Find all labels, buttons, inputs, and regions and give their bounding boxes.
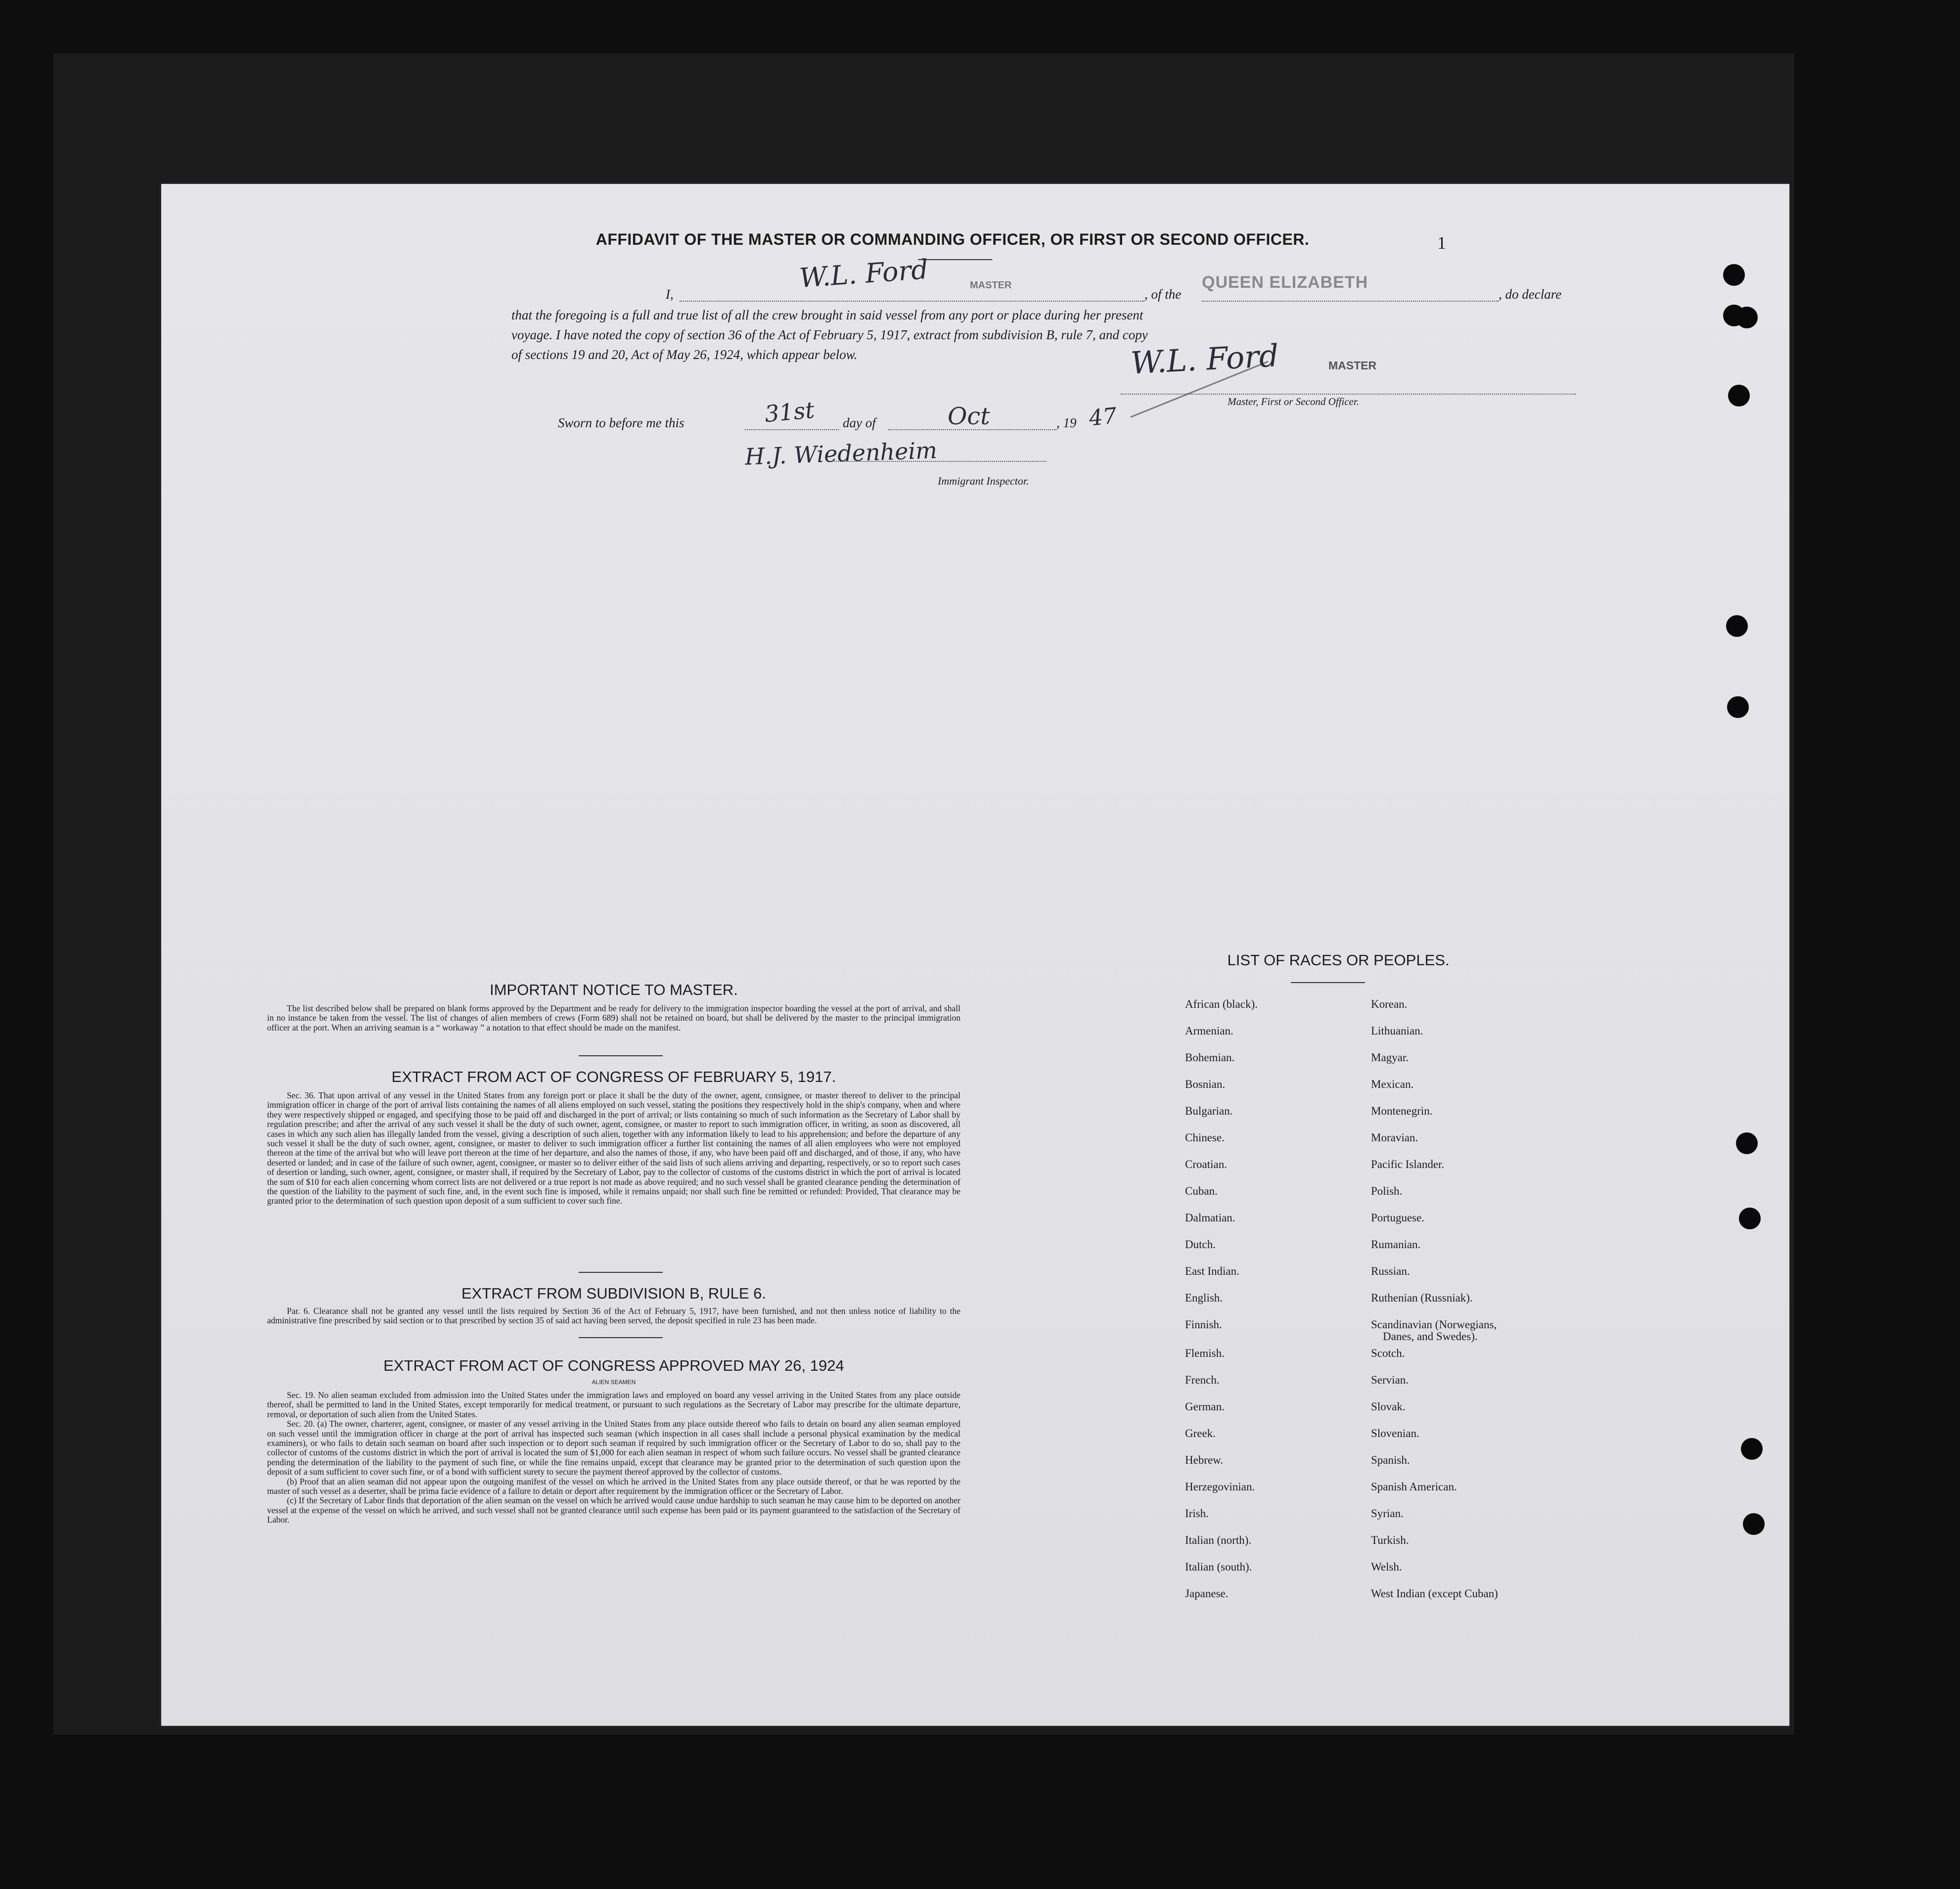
race-item: West Indian (except Cuban) — [1371, 1587, 1498, 1600]
sec-20c-text: (c) If the Secretary of Labor finds that deportation of the alien seaman on the vessel on which he arrived would cause undue hardship to such seaman he may cause him to be deported on another vessel at the expense of the vessel on which he arrived, and such vessel shall not be granted clearance until such expense has been paid or its payment guaranteed to the satisfaction of the Secretary of Labor. — [267, 1495, 960, 1525]
declarant-name-line — [680, 301, 1144, 302]
notice-title: IMPORTANT NOTICE TO MASTER. — [490, 981, 738, 998]
affidavit-title: AFFIDAVIT OF THE MASTER OR COMMANDING OFFICER, OR FIRST OR SECOND OFFICER. — [595, 230, 1310, 248]
master-stamp: MASTER — [970, 280, 1012, 291]
race-item: Montenegrin. — [1371, 1105, 1433, 1117]
race-item: Armenian. — [1185, 1025, 1233, 1037]
race-item: Korean. — [1371, 998, 1408, 1010]
race-item-continuation: Danes, and Swedes). — [1383, 1330, 1478, 1343]
page-mark: 1 — [1437, 233, 1446, 253]
inspector-signature: H.J. Wiedenheim — [744, 437, 938, 470]
sec-20a-text: Sec. 20. (a) The owner, charterer, agent, consignee, or master of any vessel arriving in the United States from any place outside thereof who fails to detain on board any alien seaman employed on such vessel until the immigration officer in charge at the port of arrival has inspected such seaman (which inspection in all cases shall include a personal physical examination by the medical examiners), or who fails to detain such seaman on board after such inspection or to deport such seaman if required by such immigration officer or the Secretary of Labor to do so, shall pay to the collector of customs of the customs district in which the port of arrival is located the sum of $1,000 for each alien seaman in respect of whom such failure occurs. No vessel shall be granted clearance pending the determination of the liability to the payment of such fine, or while the fine remains unpaid, except that clearance may be granted prior to the determination of such question upon the deposit of a sum sufficient to cover such fine, or of a bond with sufficient surety to secure the payment thereof approved by the collector of customs. — [267, 1419, 960, 1477]
extract-1924-title: EXTRACT FROM ACT OF CONGRESS APPROVED MAY 26, 1924 — [383, 1357, 844, 1374]
sworn-month: Oct — [948, 403, 990, 430]
race-item: Moravian. — [1371, 1131, 1418, 1144]
sworn-day: 31st — [763, 396, 816, 428]
divider — [579, 1272, 663, 1273]
of-the-label: , of the — [1144, 287, 1182, 302]
sec-19-text: Sec. 19. No alien seaman excluded from admission into the United States under the immigration laws and employed on board any vessel arriving in the United States from any place outside thereof, shall be permitted to land in the United States, except temporarily for medical treatment, or pursuant to such regulations as the Secretary of Labor may prescribe for the ultimate departure, removal, or deportation of such alien from the United States. — [267, 1390, 960, 1419]
inspector-line — [834, 461, 1047, 462]
extract-1924-subtitle: ALIEN SEAMEN — [592, 1379, 636, 1386]
extract-rule6-title: EXTRACT FROM SUBDIVISION B, RULE 6. — [461, 1285, 767, 1302]
vessel-name-stamp: QUEEN ELIZABETH — [1202, 273, 1368, 292]
race-item: Polish. — [1371, 1185, 1403, 1197]
race-item: Syrian. — [1371, 1507, 1404, 1520]
race-item: Dutch. — [1185, 1238, 1216, 1251]
race-item: Ruthenian (Russniak). — [1371, 1292, 1473, 1304]
extract-1917-title: EXTRACT FROM ACT OF CONGRESS OF FEBRUARY 5, 1917. — [391, 1068, 836, 1085]
race-item: Dalmatian. — [1185, 1212, 1235, 1224]
race-item: Servian. — [1371, 1374, 1409, 1386]
race-item: Italian (north). — [1185, 1534, 1252, 1546]
divider — [1291, 982, 1365, 983]
race-item: East Indian. — [1185, 1265, 1239, 1277]
year-prefix: , 19 — [1056, 415, 1077, 430]
race-item: Magyar. — [1371, 1051, 1409, 1064]
sworn-day-line — [745, 429, 839, 430]
race-item: African (black). — [1185, 998, 1258, 1010]
punch-hole — [1743, 1513, 1765, 1535]
punch-hole — [1739, 1208, 1761, 1229]
punch-hole — [1736, 1132, 1758, 1154]
race-item: Pacific Islander. — [1371, 1158, 1445, 1170]
affidavit-line-3: voyage. I have noted the copy of section 36 of the Act of February 5, 1917, extract from subdivision B, rule 7, and copy — [511, 327, 1148, 342]
punch-hole — [1723, 264, 1745, 286]
race-item: Bulgarian. — [1185, 1105, 1233, 1117]
race-item: Welsh. — [1371, 1561, 1402, 1573]
punch-hole — [1726, 615, 1748, 637]
punch-hole — [1728, 385, 1750, 406]
race-item: Finnish. — [1185, 1318, 1222, 1331]
punch-hole — [1727, 696, 1749, 718]
day-of-label: day of — [843, 415, 876, 430]
race-item: Spanish American. — [1371, 1481, 1457, 1493]
divider — [579, 1337, 663, 1338]
race-item: Spanish. — [1371, 1454, 1410, 1466]
race-item: Bosnian. — [1185, 1078, 1226, 1090]
affidavit-line-2: that the foregoing is a full and true list of all the crew brought in said vessel from any port or place during her present — [511, 308, 1143, 322]
race-item: Scandinavian (Norwegians, — [1371, 1318, 1497, 1331]
sec-36-text: Sec. 36. That upon arrival of any vessel in the United States from any foreign port or place it shall be the duty of the owner, agent, consignee, or master thereof to deliver to the principal immigration officer in charge of the port of arrival lists containing the names of all aliens employed on such vessel, stating the positions they respectively hold in the ship's company, when and where they were respectively shipped or engaged, and specifying those to be paid off and discharged in the port of arrival; or lists containing so much of such information as the Secretary of Labor shall by regulation prescribe; and after the arrival of any such vessel it shall be the duty of such owner, agent, consignee, or master to report to such immigration officer, in writing, as soon as discovered, all cases in which any such alien has illegally landed from the vessel, giving a description of such alien, together with any information likely to lead to his apprehension; and before the departure of any such vessel it shall be the duty of such owner, agent, consignee, or master to deliver to such immigration officer a further list containing the names of all alien employees who were not employed thereon at the time of the arrival but who will leave port thereon at the time of her departure, and also the names of those, if any, who have been paid off and discharged, and of those, if any, who have deserted or landed; and in case of the failure of such owner, agent, consignee, or master so to deliver either of the said lists of such aliens arriving and departing, respectively, or so to report such cases of desertion or landing, such owner, agent, consignee, or master shall, if required by the Secretary of Labor, pay to the collector of customs of the customs district in which the port of arrival is located the sum of $10 for each alien concerning whom correct lists are not delivered or a true report is not made as above required; and no such vessel shall be granted clearance pending the determination of the question of the liability to the payment of such fine, and, in the event such fine is imposed, while it remains unpaid; nor shall such fine be remitted or refunded: Provided, That clearance may be granted prior to the determination of such question upon deposit of a sum sufficient to cover such fine. — [267, 1090, 960, 1206]
notice-text: The list described below shall be prepared on blank forms approved by the Department and be ready for delivery to the immigration inspector boarding the vessel at the port of arrival, and shall in no instance be taken from the vessel. The list of changes of alien members of crews (Form 689) shall not be retained on board, but shall be delivered by the master to the principal immigration officer at the port. When an arriving seaman is a “ workaway ” a notation to that effect should be made on the manifest. — [267, 1003, 960, 1033]
races-left-column — [1185, 998, 1363, 1601]
do-declare-label: , do declare — [1499, 287, 1562, 302]
notice-body — [267, 1004, 960, 1033]
race-item: English. — [1185, 1292, 1223, 1304]
punch-hole — [1736, 307, 1758, 328]
race-item: Italian (south). — [1185, 1561, 1252, 1573]
sec-20b-text: (b) Proof that an alien seaman did not appear upon the outgoing manifest of the vessel on which he arrived in the United States from any place outside thereof, or that he was reported by the master of such vessel as a deserter, shall be prima facie evidence of a failure to detain or deport after requirement by the immigration officer or the Secretary of Labor. — [267, 1476, 960, 1496]
document-page — [161, 184, 1789, 1726]
race-item: Croatian. — [1185, 1158, 1227, 1170]
race-item: Bohemian. — [1185, 1051, 1235, 1064]
race-item: Turkish. — [1371, 1534, 1409, 1546]
race-item: Slovak. — [1371, 1400, 1406, 1413]
race-item: Flemish. — [1185, 1347, 1225, 1359]
races-title: LIST OF RACES OR PEOPLES. — [1227, 951, 1450, 969]
year-handwritten: 47 — [1088, 403, 1118, 431]
race-item: German. — [1185, 1400, 1225, 1413]
vessel-name-line — [1202, 301, 1499, 302]
master-signature: W.L. Ford — [1130, 337, 1280, 381]
signer-caption: Master, First or Second Officer. — [1228, 396, 1359, 407]
affidavit-line-4: of sections 19 and 20, Act of May 26, 1924, which appear below. — [511, 347, 858, 362]
punch-hole — [1741, 1438, 1763, 1460]
race-item: Herzegovinian. — [1185, 1481, 1255, 1493]
race-item: Greek. — [1185, 1427, 1216, 1439]
race-item: Hebrew. — [1185, 1454, 1224, 1466]
extract-1924-body — [267, 1391, 960, 1525]
race-item: Slovenian. — [1371, 1427, 1419, 1439]
race-item: Lithuanian. — [1371, 1025, 1423, 1037]
par-6-text: Par. 6. Clearance shall not be granted any vessel until the lists required by Section 36 of the Act of February 5, 1917, have been furnished, and not then unless notice of liability to the administrative fine prescribed by said section or to that prescribed by section 35 of said act having been served, the deposit specified in rule 23 has been made. — [267, 1306, 960, 1326]
race-item: Chinese. — [1185, 1131, 1225, 1144]
inspector-caption: Immigrant Inspector. — [938, 475, 1029, 487]
divider — [579, 1055, 663, 1056]
race-item: Japanese. — [1185, 1587, 1229, 1600]
race-item: Scotch. — [1371, 1347, 1405, 1359]
race-item: Mexican. — [1371, 1078, 1414, 1090]
race-item: French. — [1185, 1374, 1220, 1386]
race-item: Rumanian. — [1371, 1238, 1421, 1251]
title-underline — [918, 259, 992, 260]
extract-rule6-body — [267, 1306, 960, 1326]
master-stamp-2: MASTER — [1328, 359, 1377, 372]
race-item: Russian. — [1371, 1265, 1410, 1277]
sworn-label: Sworn to before me this — [558, 415, 684, 430]
race-item: Portuguese. — [1371, 1212, 1424, 1224]
handwritten-name: W.L. Ford — [798, 253, 929, 294]
declarant-label: I, — [666, 287, 674, 302]
races-right-column — [1371, 998, 1579, 1601]
race-item: Irish. — [1185, 1507, 1209, 1520]
extract-1917-body — [267, 1091, 960, 1206]
race-item: Cuban. — [1185, 1185, 1218, 1197]
